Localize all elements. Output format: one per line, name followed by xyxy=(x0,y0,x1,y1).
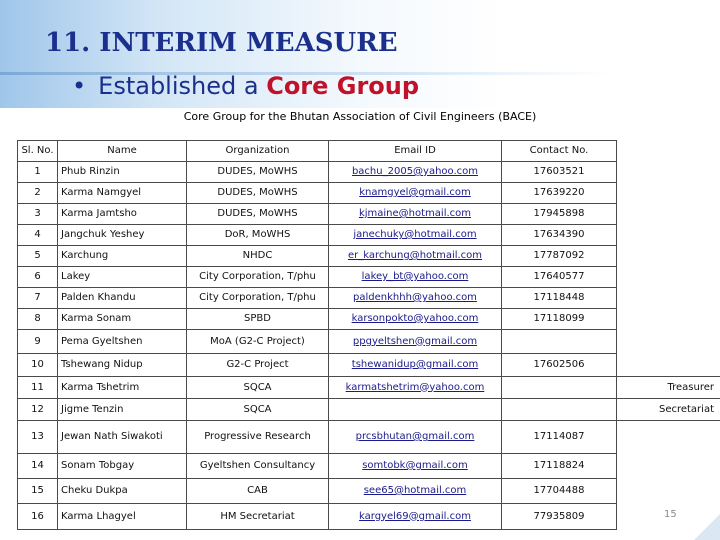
cell-role xyxy=(617,204,720,225)
cell-sl-no: 8 xyxy=(18,309,58,330)
cell-email[interactable]: janechuky@hotmail.com xyxy=(329,225,502,246)
cell-name: Karma Namgyel xyxy=(58,183,187,204)
cell-contact: 17118099 xyxy=(502,309,617,330)
cell-contact: 17603521 xyxy=(502,162,617,183)
header-name: Name xyxy=(58,141,187,162)
cell-sl-no: 7 xyxy=(18,288,58,309)
header-sl-no: Sl. No. xyxy=(18,141,58,162)
cell-role xyxy=(617,479,720,504)
cell-sl-no: 1 xyxy=(18,162,58,183)
cell-organization: City Corporation, T/phu xyxy=(187,288,329,309)
header-contact: Contact No. xyxy=(502,141,617,162)
cell-role xyxy=(617,225,720,246)
table-row xyxy=(18,454,720,479)
cell-name: Karma Sonam xyxy=(58,309,187,330)
cell-name: Karma Jamtsho xyxy=(58,204,187,225)
table-row xyxy=(18,354,720,377)
cell-name: Lakey xyxy=(58,267,187,288)
cell-email[interactable]: karsonpokto@yahoo.com xyxy=(329,309,502,330)
cell-sl-no: 4 xyxy=(18,225,58,246)
cell-email[interactable]: somtobk@gmail.com xyxy=(329,454,502,479)
cell-organization: DUDES, MoWHS xyxy=(187,183,329,204)
cell-email[interactable]: see65@hotmail.com xyxy=(329,479,502,504)
cell-email[interactable]: paldenkhhh@yahoo.com xyxy=(329,288,502,309)
cell-name: Jewan Nath Siwakoti xyxy=(58,421,187,454)
cell-name: Karma Lhagyel xyxy=(58,504,187,530)
cell-organization: Gyeltshen Consultancy xyxy=(187,454,329,479)
cell-email[interactable]: er_karchung@hotmail.com xyxy=(329,246,502,267)
cell-name: Cheku Dukpa xyxy=(58,479,187,504)
cell-name: Jigme Tenzin xyxy=(58,399,187,421)
cell-sl-no: 11 xyxy=(18,377,58,399)
cell-sl-no: 13 xyxy=(18,421,58,454)
table-row xyxy=(18,204,720,225)
cell-organization: G2-C Project xyxy=(187,354,329,377)
header-email: Email ID xyxy=(329,141,502,162)
cell-name: Karchung xyxy=(58,246,187,267)
cell-role: Treasurer xyxy=(617,377,720,399)
cell-sl-no: 5 xyxy=(18,246,58,267)
cell-contact: 17639220 xyxy=(502,183,617,204)
page-number: 15 xyxy=(664,509,677,520)
cell-role xyxy=(617,421,720,454)
cell-email[interactable]: prcsbhutan@gmail.com xyxy=(329,421,502,454)
cell-role xyxy=(617,454,720,479)
cell-email[interactable]: knamgyel@gmail.com xyxy=(329,183,502,204)
table-row xyxy=(18,183,720,204)
cell-sl-no: 16 xyxy=(18,504,58,530)
cell-sl-no: 10 xyxy=(18,354,58,377)
cell-role xyxy=(617,162,720,183)
cell-organization: City Corporation, T/phu xyxy=(187,267,329,288)
cell-contact: 17787092 xyxy=(502,246,617,267)
bullet-icon: • xyxy=(72,72,87,100)
cell-contact: 17118824 xyxy=(502,454,617,479)
cell-sl-no: 15 xyxy=(18,479,58,504)
cell-sl-no: 9 xyxy=(18,330,58,354)
cell-organization: DUDES, MoWHS xyxy=(187,204,329,225)
cell-role xyxy=(617,183,720,204)
table-header-row xyxy=(18,141,720,162)
cell-name: Sonam Tobgay xyxy=(58,454,187,479)
cell-organization: Progressive Research xyxy=(187,421,329,454)
cell-role xyxy=(617,354,720,377)
cell-email xyxy=(329,399,502,421)
cell-sl-no: 12 xyxy=(18,399,58,421)
table-row xyxy=(18,399,720,421)
table-body xyxy=(18,162,720,530)
table-row xyxy=(18,246,720,267)
cell-email[interactable]: tshewanidup@gmail.com xyxy=(329,354,502,377)
table-row xyxy=(18,288,720,309)
cell-organization: NHDC xyxy=(187,246,329,267)
table-row xyxy=(18,504,720,530)
slide-title: 11. INTERIM MEASURE xyxy=(45,28,398,58)
cell-contact: 17704488 xyxy=(502,479,617,504)
cell-contact: 17945898 xyxy=(502,204,617,225)
cell-organization: SPBD xyxy=(187,309,329,330)
cell-sl-no: 2 xyxy=(18,183,58,204)
table-row xyxy=(18,267,720,288)
corner-decoration xyxy=(694,514,720,540)
cell-contact xyxy=(502,377,617,399)
cell-organization: MoA (G2-C Project) xyxy=(187,330,329,354)
table-row xyxy=(18,377,720,399)
cell-contact: 17640577 xyxy=(502,267,617,288)
cell-contact: 17118448 xyxy=(502,288,617,309)
table-row xyxy=(18,479,720,504)
cell-contact: 77935809 xyxy=(502,504,617,530)
cell-contact: 17114087 xyxy=(502,421,617,454)
header-role xyxy=(617,141,720,162)
cell-contact: 17634390 xyxy=(502,225,617,246)
cell-email[interactable]: ppgyeltshen@gmail.com xyxy=(329,330,502,354)
cell-name: Karma Tshetrim xyxy=(58,377,187,399)
cell-organization: DUDES, MoWHS xyxy=(187,162,329,183)
cell-organization: DoR, MoWHS xyxy=(187,225,329,246)
cell-role xyxy=(617,309,720,330)
cell-name: Tshewang Nidup xyxy=(58,354,187,377)
cell-role xyxy=(617,288,720,309)
cell-role xyxy=(617,267,720,288)
table-row xyxy=(18,162,720,183)
cell-organization: CAB xyxy=(187,479,329,504)
cell-role: Secretariat xyxy=(617,399,720,421)
cell-email[interactable]: kjmaine@hotmail.com xyxy=(329,204,502,225)
cell-email[interactable]: kargyel69@gmail.com xyxy=(329,504,502,530)
table-caption: Core Group for the Bhutan Association of Civil Engineers (BACE) xyxy=(183,110,537,123)
cell-name: Pema Gyeltshen xyxy=(58,330,187,354)
cell-name: Jangchuk Yeshey xyxy=(58,225,187,246)
cell-organization: HM Secretariat xyxy=(187,504,329,530)
core-group-table xyxy=(17,140,720,530)
table-row xyxy=(18,225,720,246)
cell-contact xyxy=(502,399,617,421)
cell-contact xyxy=(502,330,617,354)
cell-name: Palden Khandu xyxy=(58,288,187,309)
cell-email[interactable]: karmatshetrim@yahoo.com xyxy=(329,377,502,399)
bullet-accent-text: Core Group xyxy=(266,72,420,100)
cell-organization: SQCA xyxy=(187,399,329,421)
cell-role xyxy=(617,330,720,354)
table-row xyxy=(18,421,720,454)
table-row xyxy=(18,309,720,330)
cell-sl-no: 6 xyxy=(18,267,58,288)
cell-sl-no: 3 xyxy=(18,204,58,225)
cell-name: Phub Rinzin xyxy=(58,162,187,183)
cell-email[interactable]: bachu_2005@yahoo.com xyxy=(329,162,502,183)
table-row xyxy=(18,330,720,354)
cell-organization: SQCA xyxy=(187,377,329,399)
cell-sl-no: 14 xyxy=(18,454,58,479)
header-organization: Organization xyxy=(187,141,329,162)
cell-contact: 17602506 xyxy=(502,354,617,377)
bullet-point xyxy=(72,72,419,100)
cell-role xyxy=(617,246,720,267)
bullet-text: Established a xyxy=(98,72,267,100)
cell-email[interactable]: lakey_bt@yahoo.com xyxy=(329,267,502,288)
